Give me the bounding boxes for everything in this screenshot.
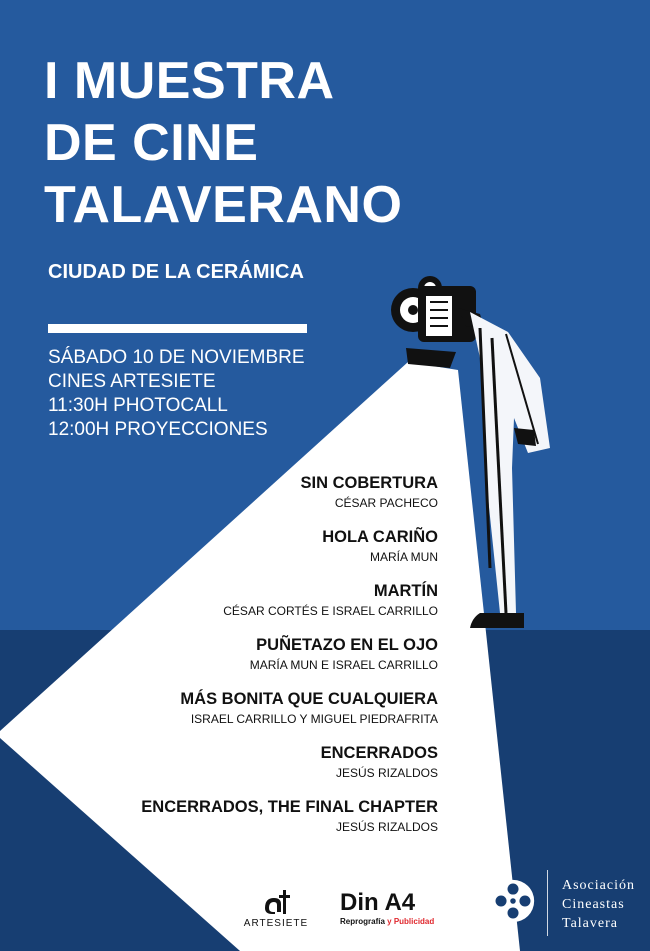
film-item [141, 474, 438, 511]
film-item [141, 798, 438, 835]
title-line: DE CINE [44, 114, 259, 172]
dina4-tagline-1: Reprografía [340, 917, 385, 926]
event-info [48, 346, 305, 442]
subtitle: CIUDAD DE LA CERÁMICA [48, 261, 304, 283]
dina4-tagline-2: y Publicidad [387, 917, 435, 926]
film-item [141, 582, 438, 619]
film-authors: ISRAEL CARRILLO Y MIGUEL PIEDRAFRITA [190, 712, 438, 726]
artesiete-mark-icon [261, 886, 291, 916]
film-authors: CÉSAR CORTÉS E ISRAEL CARRILLO [223, 604, 438, 618]
event-screenings: 12:00H PROYECCIONES [48, 419, 268, 440]
film-title: MÁS BONITA QUE CUALQUIERA [180, 690, 438, 708]
divider-rule [48, 324, 307, 333]
film-title: ENCERRADOS, THE FINAL CHAPTER [141, 798, 438, 816]
dina4-logo [340, 890, 440, 934]
artesiete-logo [240, 886, 312, 936]
event-venue: CINES ARTESIETE [48, 371, 216, 392]
film-title: HOLA CARIÑO [322, 528, 438, 546]
film-title: SIN COBERTURA [300, 474, 438, 492]
association-separator [547, 870, 548, 936]
association-line: Talavera [562, 916, 618, 931]
event-photocall: 11:30H PHOTOCALL [48, 395, 228, 416]
association-line: Asociación [562, 878, 635, 893]
title-line: I MUESTRA [44, 52, 335, 110]
dina4-name: Din A4 [340, 889, 416, 916]
artesiete-label: ARTESIETE [243, 918, 309, 929]
film-title: ENCERRADOS [320, 744, 438, 762]
event-date: SÁBADO 10 DE NOVIEMBRE [48, 347, 305, 368]
association-line: Cineastas [562, 897, 625, 912]
film-list [141, 474, 438, 852]
film-item [141, 690, 438, 727]
film-authors: MARÍA MUN [369, 550, 438, 564]
film-authors: JESÚS RIZALDOS [335, 820, 438, 834]
title-line: TALAVERANO [44, 176, 403, 234]
film-title: MARTÍN [373, 582, 438, 600]
association-logo [490, 868, 650, 938]
film-authors: MARÍA MUN E ISRAEL CARRILLO [249, 658, 438, 672]
dina4-tagline [340, 917, 440, 926]
film-authors: CÉSAR PACHECO [334, 496, 438, 510]
film-item [141, 636, 438, 673]
film-authors: JESÚS RIZALDOS [335, 766, 438, 780]
film-item [141, 528, 438, 565]
film-title: PUÑETAZO EN EL OJO [256, 636, 438, 654]
poster-title [44, 50, 402, 236]
association-name [562, 876, 635, 933]
film-item [141, 744, 438, 781]
film-reel-icon [490, 878, 536, 924]
